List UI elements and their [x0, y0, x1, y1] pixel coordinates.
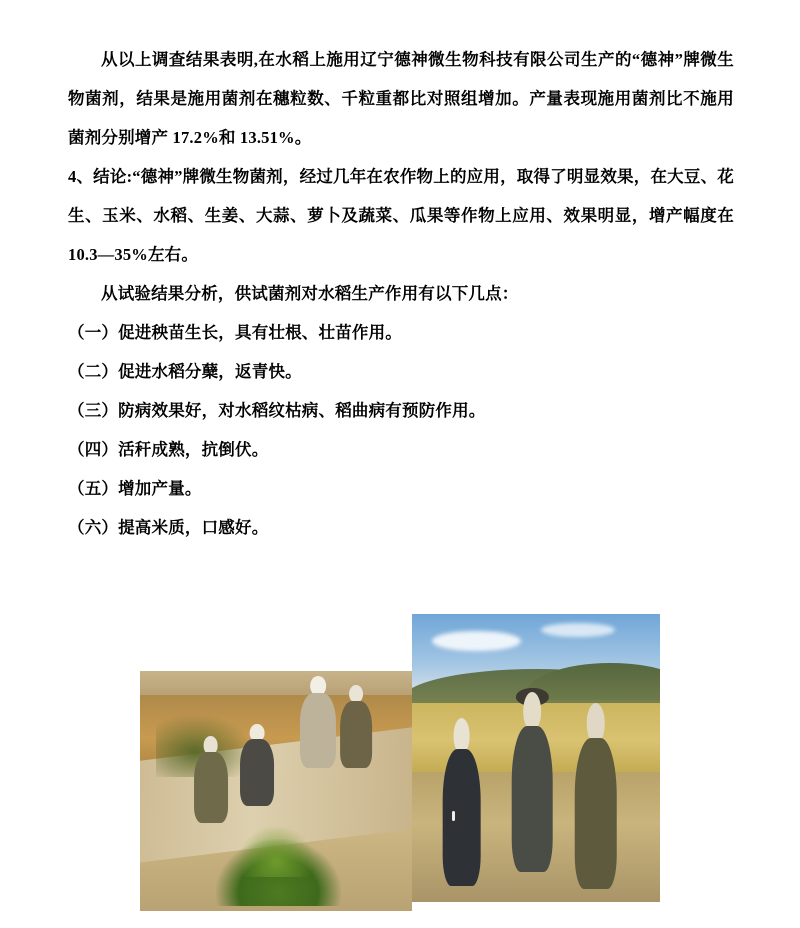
photo-right-canvas: [412, 614, 660, 902]
photo-right-person-1: [437, 718, 487, 885]
photo-left-person-3: [295, 676, 341, 767]
paragraph-point-1: （一）促进秧苗生长，具有壮根、壮苗作用。: [68, 323, 402, 342]
paragraph-point-4: （四）活秆成熟，抗倒伏。: [68, 440, 269, 459]
photo-left-person-2: [235, 724, 279, 806]
photo-right-cloud-2: [541, 623, 615, 637]
photo-right-person-2: [506, 692, 558, 871]
person-body: [300, 693, 336, 768]
person-body: [442, 749, 481, 886]
photo-left-canvas: [140, 671, 412, 911]
person-body: [574, 738, 617, 889]
paper-cup: [452, 811, 455, 821]
field-inspection-photo: [140, 671, 412, 911]
paragraph-analysis-lead: 从试验结果分析，供试菌剂对水稻生产作用有以下几点：: [101, 284, 519, 303]
person-body: [240, 739, 274, 806]
photo-left-rice-bundle-highlight: [238, 825, 314, 878]
paragraph-conclusion-intro: 从以上调查结果表明,在水稻上施用辽宁德神微生物科技有限公司生产的“德神”牌微生物菌剂，结果是施用菌剂在穗粒数、千粒重都比对照组增加。产量表现施用菌剂比不施用菌剂分别增产 17.2%和 13.51%。: [68, 50, 734, 147]
paragraph-point-5: （五）增加产量。: [68, 479, 202, 498]
photo-left-person-4: [336, 685, 377, 767]
person-body: [340, 701, 372, 768]
field-discussion-photo: [412, 614, 660, 902]
person-body: [194, 752, 228, 823]
photo-right-person-3: [568, 703, 623, 887]
paragraph-point-6: （六）提高米质，口感好。: [68, 518, 269, 537]
paragraph-point-2: （二）促进水稻分蘖，返青快。: [68, 362, 302, 381]
paragraph-point-3: （三）防病效果好，对水稻纹枯病、稻曲病有预防作用。: [68, 401, 486, 420]
photo-left-person-1: [189, 736, 233, 822]
person-body: [512, 726, 553, 872]
photo-group: [140, 614, 660, 914]
paragraph-conclusion: 4、结论:“德神”牌微生物菌剂，经过几年在农作物上的应用，取得了明显效果，在大豆、花生、玉米、水稻、生姜、大蒜、萝卜及蔬菜、瓜果等作物上应用、效果明显，增产幅度在 10.3—35%左右。: [68, 167, 734, 264]
